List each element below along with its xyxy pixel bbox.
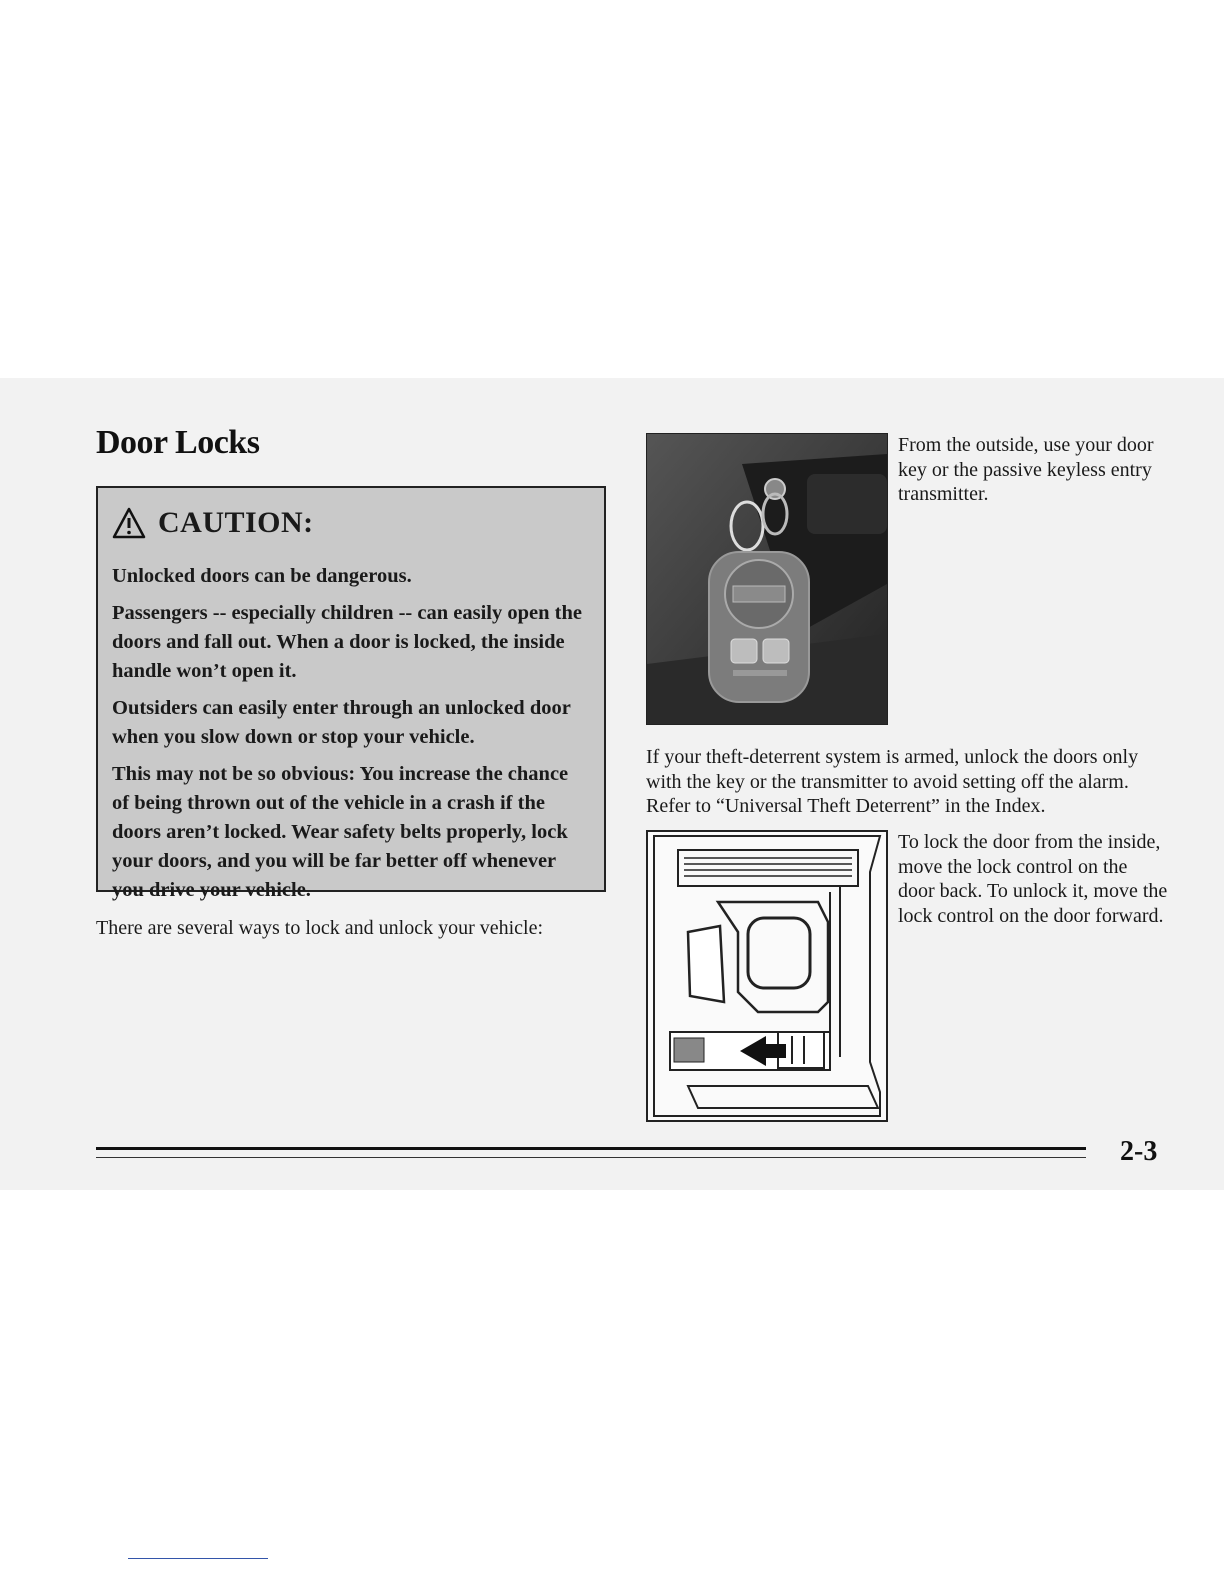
section-title: Door Locks bbox=[96, 424, 260, 461]
inside-lock-text: To lock the door from the inside, move the lock control on the door back. To unlock it, move the lock control on the door forward. bbox=[898, 831, 1168, 927]
keyless-transmitter-photo bbox=[646, 433, 888, 725]
caution-box bbox=[96, 486, 606, 901]
keyless-transmitter-illustration bbox=[647, 434, 887, 724]
footer-rule-thin bbox=[96, 1157, 1086, 1158]
bottom-divider bbox=[128, 1558, 268, 1559]
caution-header bbox=[112, 506, 588, 540]
caution-title: CAUTION: bbox=[158, 506, 314, 539]
caution-paragraph: Passengers -- especially children -- can easily open the doors and fall out. When a door is locked, the inside handle won’t open it. bbox=[112, 602, 582, 682]
intro-text: There are several ways to lock and unlock your vehicle: bbox=[96, 917, 544, 939]
caution-paragraph: Unlocked doors can be dangerous. bbox=[112, 565, 412, 587]
caution-paragraph: Outsiders can easily enter through an unlocked door when you slow down or stop your vehicle. bbox=[112, 697, 571, 748]
outside-lock-text: From the outside, use your door key or the passive keyless entry transmitter. bbox=[898, 434, 1154, 505]
page-number: 2-3 bbox=[1120, 1136, 1158, 1167]
theft-deterrent-text: If your theft-deterrent system is armed, unlock the doors only with the key or the transmitter to avoid setting off the alarm. Refer to “Universal Theft Deterrent” in the Index. bbox=[646, 746, 1139, 817]
warning-triangle-icon bbox=[112, 507, 146, 539]
footer-rule bbox=[96, 1147, 1086, 1150]
door-lock-control-illustration bbox=[648, 832, 886, 1120]
caution-paragraph: This may not be so obvious: You increase the chance of being thrown out of the vehicle in a crash if the doors aren’t locked. Wear safety belts properly, lock your doors, and you will be far better off whenever you drive your vehicle. bbox=[112, 763, 569, 901]
door-lock-control-diagram bbox=[646, 830, 888, 1122]
